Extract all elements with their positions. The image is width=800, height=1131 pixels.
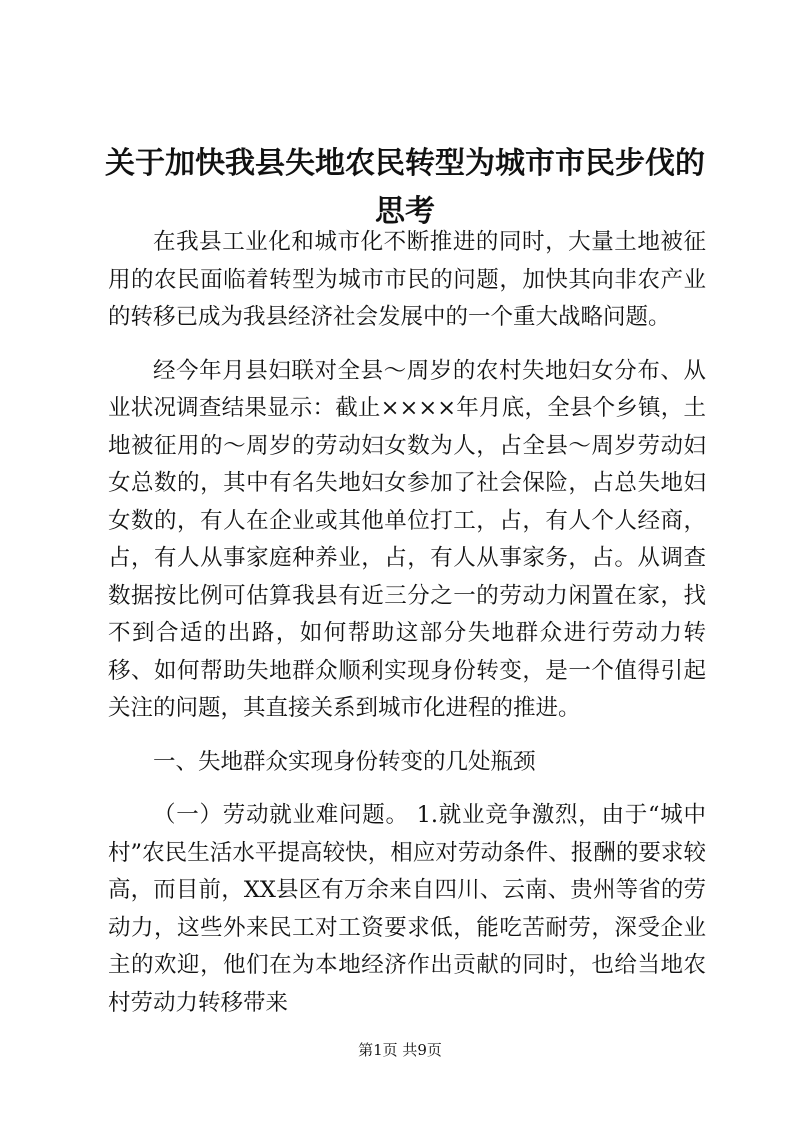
paragraph-survey: 经今年月县妇联对全县～周岁的农村失地妇女分布、从业状况调查结果显示：截止××××年月底，全县个乡镇，土地被征用的～周岁的劳动妇女数为人，占全县～周岁劳动妇女总数的，其中有名失地妇女参加了社会保险，占总失地妇女数的，有人在企业或其他单位打工，占，有人个人经商，占，有人从事家庭种养业，占，有人从事家务，占。从调查数据按比例可估算我县有近三分之一的劳动力闲置在家，找不到合适的出路，如何帮助这部分失地群众进行劳动力转移、如何帮助失地群众顺利实现身份转变，是一个值得引起关注的问题，其直接关系到城市化进程的推进。	[108, 357, 706, 721]
page-footer: 第1页 共9页	[358, 1041, 442, 1059]
section-heading: 一、失地群众实现身份转变的几处瓶颈	[153, 748, 536, 775]
document-body	[108, 224, 706, 1022]
document-title: 关于加快我县失地农民转型为城市市民步伐的思考	[105, 146, 705, 229]
paragraph-intro: 在我县工业化和城市化不断推进的同时，大量土地被征用的农民面临着转型为城市市民的问题，加快其向非农产业的转移已成为我县经济社会发展中的一个重大战略问题。	[108, 229, 706, 330]
paragraph-employment: （一）劳动就业难问题。 1.就业竞争激烈，由于“城中村”农民生活水平提高较快，相应对劳动条件、报酬的要求较高，而目前，XX县区有万余来自四川、云南、贵州等省的劳动力，这些外来民工对工资要求低，能吃苦耐劳，深受企业主的欢迎，他们在为本地经济作出贡献的同时，也给当地农村劳动力转移带来	[108, 802, 706, 1016]
